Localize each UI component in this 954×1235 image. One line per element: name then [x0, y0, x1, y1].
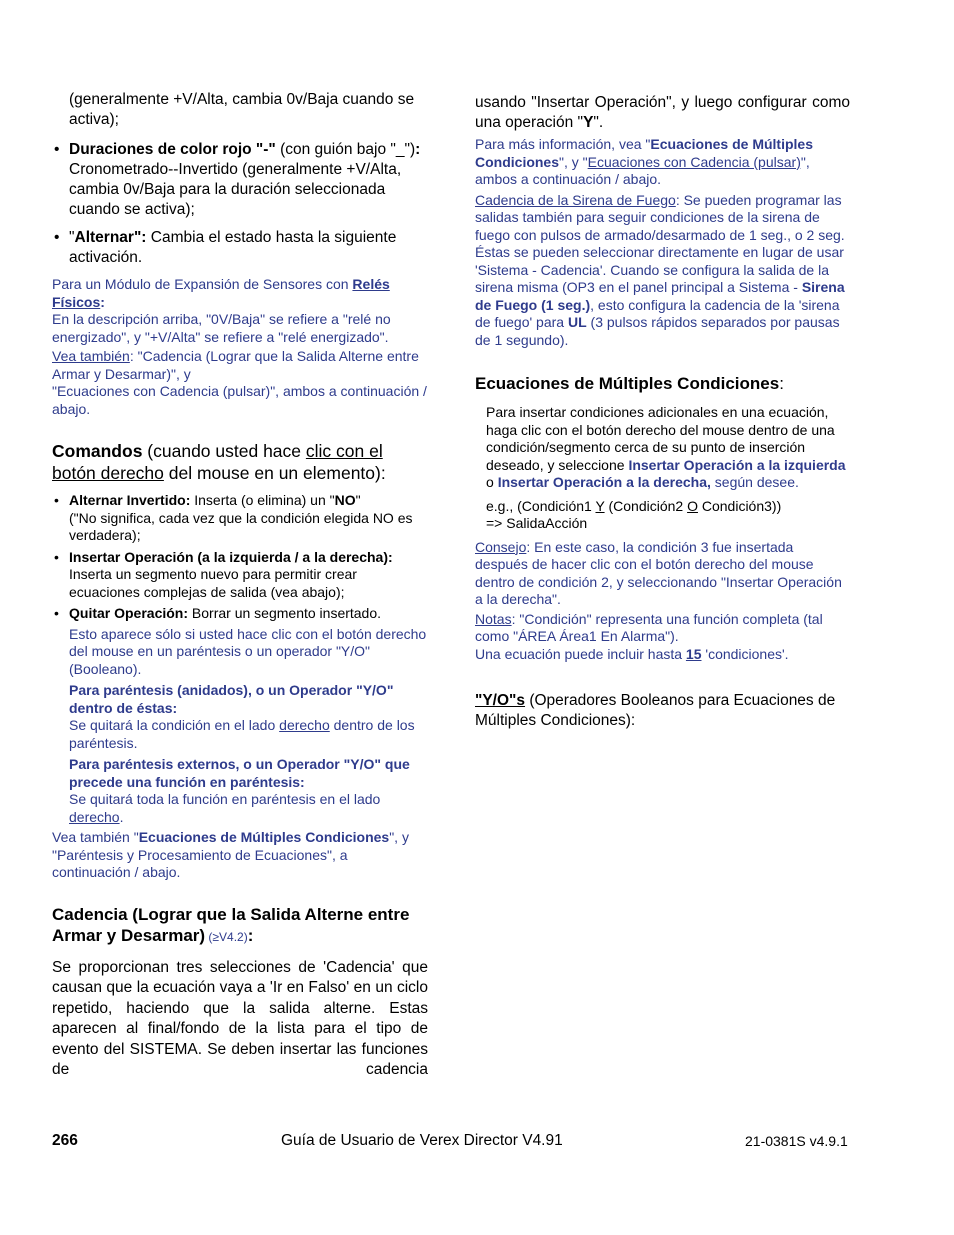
note: Vea también "Ecuaciones de Múltiples Condiciones", y "Paréntesis y Procesamiento de Ecuaciones", a continuación / abajo.	[52, 829, 409, 880]
list-item: • Alternar Invertido: Inserta (o elimina) un "NO" ("No significa, cada vez que la condición elegida NO es verdadera);	[52, 492, 428, 545]
link-consejo[interactable]: Consejo	[475, 538, 527, 555]
link-y-o[interactable]: "Y/O"s	[475, 692, 526, 709]
footer-title: Guía de Usuario de Verex Director V4.91	[281, 1132, 563, 1149]
link-vea-tambien[interactable]: Vea también	[52, 348, 130, 364]
note: Para más información, vea "Ecuaciones de Múltiples Condiciones", y "Ecuaciones con Cadencia (pulsar)", ambos a continuación / abajo.	[475, 136, 813, 187]
list-item: • Insertar Operación (a la izquierda / a la derecha): Inserta un segmento nuevo para permitir crear ecuaciones complejas de salida (vea abajo);	[52, 549, 428, 602]
left-column	[52, 90, 428, 1081]
paragraph: "Y/O"s (Operadores Booleanos para Ecuaciones de Múltiples Condiciones):	[475, 692, 836, 729]
note: Esto aparece sólo si usted hace clic con el botón derecho del mouse en un paréntesis o un operador "Y/O" (Booleano).	[69, 625, 427, 677]
right-column	[475, 90, 850, 731]
note: Para paréntesis externos, o un Operador "Y/O" que precede una función en paréntesis: Se quitará toda la función en paréntesis en el lado derecho.	[69, 756, 410, 825]
equation-example: e.g., (Condición1 Y (Condición2 O Condición3)) => SalidaAcción	[486, 497, 782, 531]
link-ecuaciones-cadencia[interactable]: Ecuaciones con Cadencia (pulsar)	[587, 153, 801, 170]
note: Consejo: En este caso, la condición 3 fue insertada después de hacer clic con el botón derecho del mouse dentro de condición 2, y seleccionando "Insertar Operación a la derecha".	[475, 538, 842, 607]
heading-ecuaciones: Ecuaciones de Múltiples Condiciones:	[475, 374, 784, 393]
note: Cadencia de la Sirena de Fuego: Se pueden programar las salidas también para seguir condiciones de la sirena de fuego con pulsos de armado/desarmado de 1 seg., o 2 seg. Éstas se pueden seleccionar directamente en lugar de usar 'Sistema - Cadencia'. Cuando se configura la salida de la sirena misma (OP3 en el panel principal a Sistema - Sirena de Fuego (1 seg.), esto configura la cadencia de la 'sirena de fuego' para UL (3 pulsos rápidos separados por pausas de 1 segundo).	[475, 191, 845, 348]
heading-cadencia: Cadencia (Lograr que la Salida Alterne entre Armar y Desarmar) (≥V4.2):	[52, 904, 410, 945]
note: Para un Módulo de Expansión de Sensores con Relés Físicos: En la descripción arriba, "0V/Baja" se refiere a "relé no energizado", y "+V/Alta" se refiere a "relé energizado".	[52, 276, 391, 345]
paragraph: usando "Insertar Operación", y luego configurar como una operación "Y".	[475, 94, 850, 131]
paragraph: Para insertar condiciones adicionales en una ecuación, haga clic con el botón derecho del mouse dentro de una condición/segmento cerca de su punto de inserción deseado, y seleccione Insertar Operación a la izquierda o Insertar Operación a la derecha, según desee.	[486, 404, 846, 490]
list-item: • Quitar Operación: Borrar un segmento insertado.	[52, 605, 428, 623]
link-reles-fisicos[interactable]: Relés Físicos	[52, 276, 390, 310]
list-item: • Duraciones de color rojo "-" (con guión bajo "_"): Cronometrado--Invertido (generalmente +V/Alta, cambia 0v/Baja para la duración seleccionada cuando se activa);	[52, 140, 428, 220]
link-15[interactable]: 15	[685, 645, 702, 662]
link-clic-boton-derecho[interactable]: clic con el botón derecho	[52, 441, 383, 483]
note: Notas: "Condición" representa una función completa (tal como "ÁREA Área1 En Alarma"). Una ecuación puede incluir hasta 15 'condiciones'.	[475, 610, 823, 662]
heading-comandos: Comandos (cuando usted hace clic con el botón derecho del mouse en un elemento):	[52, 441, 386, 483]
note: Para paréntesis (anidados), o un Operador "Y/O" dentro de éstas: Se quitará la condición en el lado derecho dentro de los paréntesis.	[69, 682, 415, 751]
note: Vea también: "Cadencia (Lograr que la Salida Alterne entre Armar y Desarmar)", y "Ecuaciones con Cadencia (pulsar)", ambos a continuación / abajo.	[52, 348, 427, 417]
link-cadencia-sirena[interactable]: Cadencia de la Sirena de Fuego	[475, 191, 676, 208]
page-number: 266	[52, 1132, 78, 1149]
link-notas[interactable]: Notas	[475, 610, 512, 627]
list-item: • "Alternar": Cambia el estado hasta la siguiente activación.	[52, 228, 428, 268]
paragraph: Se proporcionan tres selecciones de 'Cadencia' que causan que la ecuación vaya a 'Ir en Falso' en un ciclo repetido, haciendo que la salida alterne. Estas aparecen al final/fondo de la lista para el tipo de evento del SISTEMA. Se deben insertar las funciones de cadencia	[52, 958, 428, 1078]
paragraph: (generalmente +V/Alta, cambia 0v/Baja cuando se activa);	[69, 91, 415, 128]
footer-doc-id: 21-0381S v4.9.1	[745, 1133, 848, 1149]
